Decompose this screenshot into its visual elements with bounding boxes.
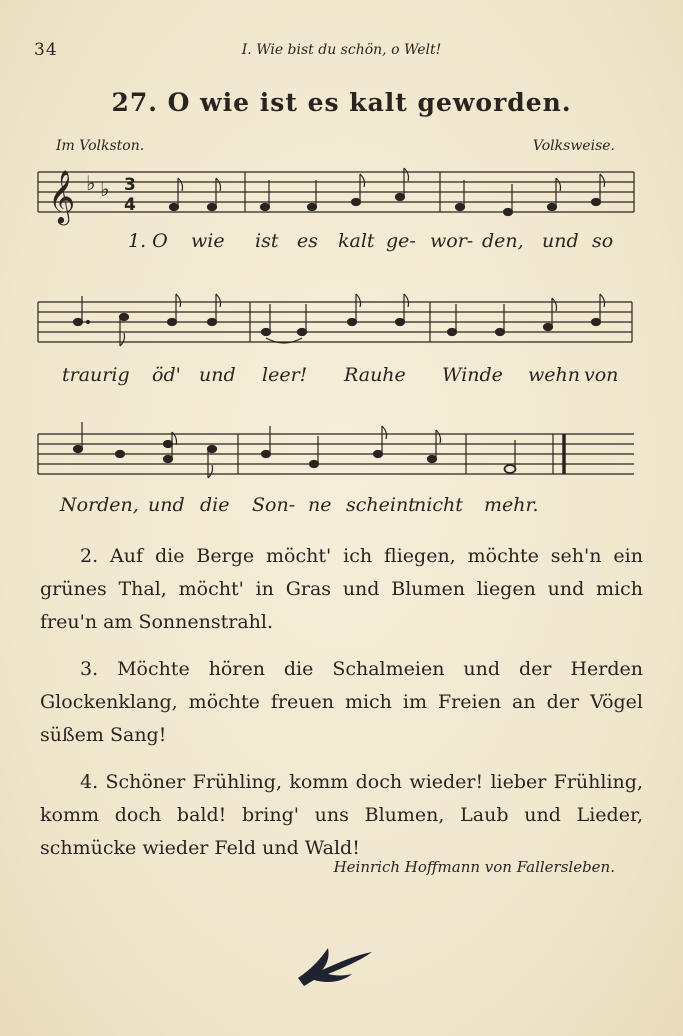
- verse-3: 3. Möchte hören die Schalmeien und der Herden Glockenklang, möchte freuen mich im Freien an der Vögel süßem Sang!: [40, 658, 643, 746]
- treble-clef-icon: 𝄞: [48, 169, 76, 223]
- lyric-word: wor-: [430, 230, 474, 252]
- lyric-word: leer!: [262, 364, 308, 386]
- lyrics-line-3: [0, 494, 683, 522]
- running-head: I. Wie bist du schön, o Welt!: [241, 42, 442, 58]
- svg-text:4: 4: [124, 195, 136, 215]
- lyric-word: und: [542, 230, 579, 252]
- lyric-word: Winde: [442, 364, 503, 386]
- author-credit: Heinrich Hoffmann von Fallersleben.: [333, 858, 615, 876]
- lyric-word: ist: [255, 230, 279, 252]
- lyric-word: so: [592, 230, 614, 252]
- music-staff-3: [0, 0, 683, 490]
- lyric-word: und: [148, 494, 185, 516]
- lyric-word: scheint: [346, 494, 416, 516]
- lyric-word: es: [297, 230, 318, 252]
- song-title: 27. O wie ist es kalt geworden.: [111, 88, 572, 117]
- flat-icon: ♭: [100, 177, 110, 201]
- verse-2: 2. Auf die Berge möcht' ich fliegen, möchte seh'n ein grünes Thal, möcht' in Gras und Blumen liegen und mich freu'n am Sonnenstrahl.: [40, 545, 643, 633]
- verse-4: 4. Schöner Frühling, komm doch wieder! lieber Frühling, komm doch bald! bring' uns Blumen, Laub und Lieder, schmücke wieder Feld und Wald!: [40, 771, 643, 859]
- lyric-word: traurig: [62, 364, 130, 386]
- lyric-word: öd': [152, 364, 181, 386]
- lyric-word: die: [200, 494, 230, 516]
- tempo-marking: Im Volkston.: [56, 138, 145, 154]
- page-number: 34: [34, 40, 58, 60]
- flat-icon: ♭: [86, 171, 96, 195]
- lyric-word: Son-: [252, 494, 296, 516]
- lyric-word: ge-: [386, 230, 416, 252]
- lyric-word: Rauhe: [344, 364, 406, 386]
- lyric-word: wie: [191, 230, 225, 252]
- swallow-ornament-icon: [292, 930, 382, 990]
- lyric-word: ne: [308, 494, 332, 516]
- lyric-word: den,: [482, 230, 524, 252]
- lyric-word: Norden,: [60, 494, 139, 516]
- lyric-word: nicht: [414, 494, 463, 516]
- melody-source: Volksweise.: [532, 138, 615, 154]
- lyric-word: von: [584, 364, 619, 386]
- svg-text:3: 3: [124, 175, 136, 195]
- lyric-word: kalt: [338, 230, 375, 252]
- lyric-word: und: [199, 364, 236, 386]
- lyric-word: wehn: [528, 364, 580, 386]
- lyric-word: 1. O: [128, 230, 168, 252]
- lyric-word: mehr.: [484, 494, 539, 516]
- verses: [40, 540, 643, 879]
